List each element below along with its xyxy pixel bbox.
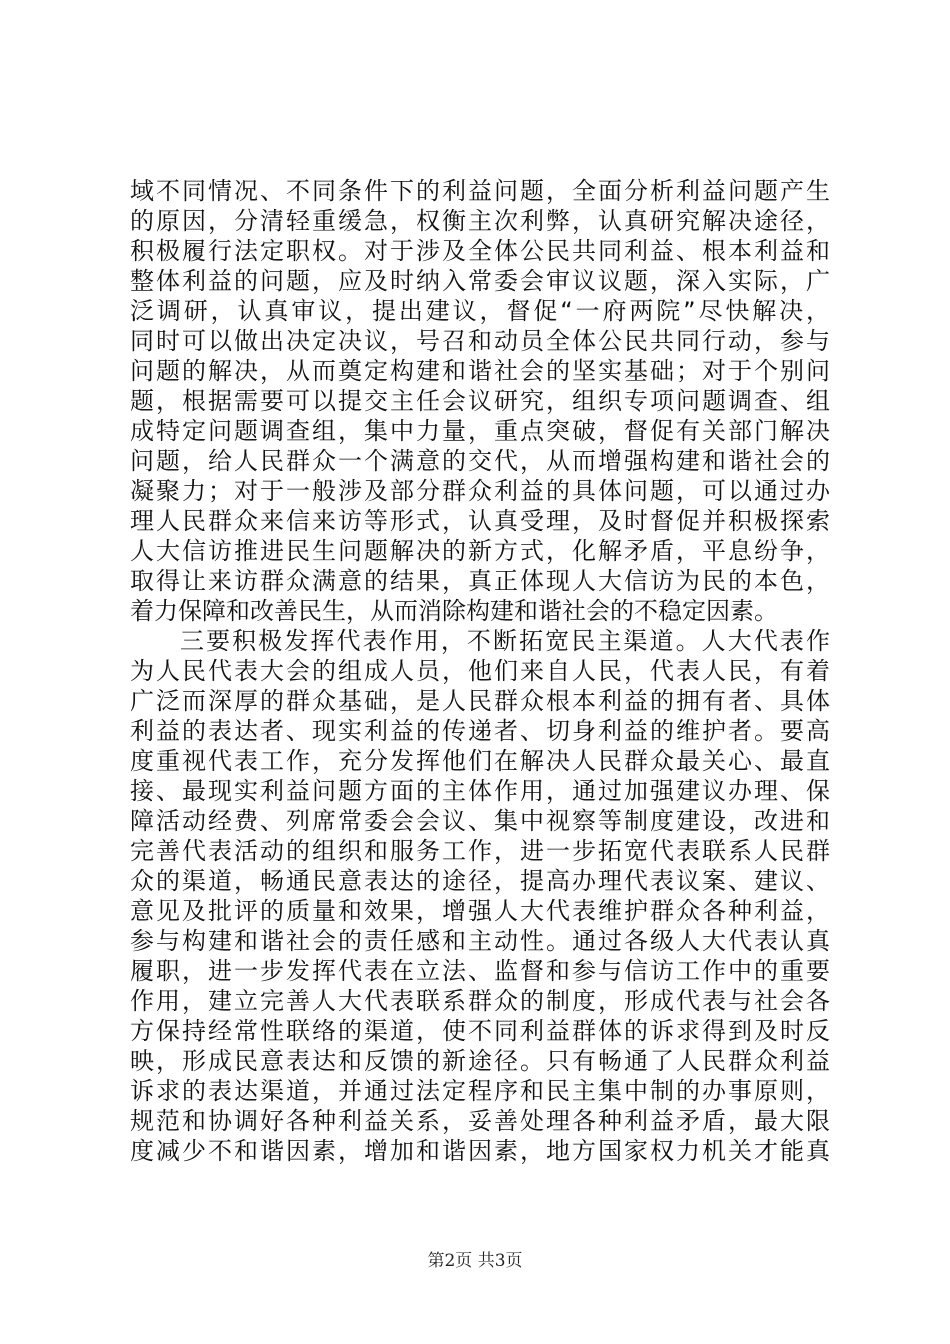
text-line: 的原因，分清轻重缓急，权衡主次利弊，认真研究解决途径， (130, 207, 830, 235)
text-line: 接、最现实利益问题方面的主体作用，通过加强建议办理、保 (130, 777, 830, 805)
text-line: 为人民代表大会的组成人员，他们来自人民，代表人民，有着 (130, 657, 830, 685)
text-line: 取得让来访群众满意的结果，真正体现人大信访为民的本色， (130, 567, 830, 595)
text-line: 同时可以做出决定决议，号召和动员全体公民共同行动，参与 (130, 327, 830, 355)
paragraph-first-line: 三要积极发挥代表作用，不断拓宽民主渠道。人大代表作 (180, 627, 830, 655)
text-line: 方保持经常性联络的渠道，使不同利益群体的诉求得到及时反 (130, 1017, 830, 1045)
text-line: 积极履行法定职权。对于涉及全体公民共同利益、根本利益和 (130, 237, 830, 265)
text-line: 着力保障和改善民生，从而消除构建和谐社会的不稳定因素。 (130, 597, 778, 625)
text-line: 人大信访推进民生问题解决的新方式，化解矛盾，平息纷争， (130, 537, 830, 565)
text-line: 泛调研，认真审议，提出建议，督促“一府两院”尽快解决， (130, 297, 830, 325)
text-line: 域不同情况、不同条件下的利益问题，全面分析利益问题产生 (130, 177, 830, 205)
body-text (130, 176, 830, 1166)
text-line: 度重视代表工作，充分发挥他们在解决人民群众最关心、最直 (130, 747, 830, 775)
text-line: 障活动经费、列席常委会会议、集中视察等制度建设，改进和 (130, 807, 830, 835)
text-line: 参与构建和谐社会的责任感和主动性。通过各级人大代表认真 (130, 927, 830, 955)
text-line: 题，根据需要可以提交主任会议研究，组织专项问题调查、组 (130, 387, 830, 415)
text-line: 众的渠道，畅通民意表达的途径，提高办理代表议案、建议、 (130, 867, 830, 895)
text-line: 作用，建立完善人大代表联系群众的制度，形成代表与社会各 (130, 987, 830, 1015)
text-line: 成特定问题调查组，集中力量，重点突破，督促有关部门解决 (130, 417, 830, 445)
text-line: 凝聚力；对于一般涉及部分群众利益的具体问题，可以通过办 (130, 477, 830, 505)
text-line: 完善代表活动的组织和服务工作，进一步拓宽代表联系人民群 (130, 837, 830, 865)
text-line: 广泛而深厚的群众基础，是人民群众根本利益的拥有者、具体 (130, 687, 830, 715)
text-line: 理人民群众来信来访等形式，认真受理，及时督促并积极探索 (130, 507, 830, 535)
text-line: 意见及批评的质量和效果，增强人大代表维护群众各种利益， (130, 897, 830, 925)
text-line: 问题，给人民群众一个满意的交代，从而增强构建和谐社会的 (130, 447, 830, 475)
text-line: 利益的表达者、现实利益的传递者、切身利益的维护者。要高 (130, 717, 830, 745)
text-line: 诉求的表达渠道，并通过法定程序和民主集中制的办事原则， (130, 1077, 830, 1105)
text-line: 整体利益的问题，应及时纳入常委会审议议题，深入实际，广 (130, 267, 830, 295)
text-line: 度减少不和谐因素，增加和谐因素，地方国家权力机关才能真 (130, 1137, 830, 1165)
text-line: 履职，进一步发挥代表在立法、监督和参与信访工作中的重要 (130, 957, 830, 985)
text-line: 映，形成民意表达和反馈的新途径。只有畅通了人民群众利益 (130, 1047, 830, 1075)
text-line: 规范和协调好各种利益关系，妥善处理各种利益矛盾，最大限 (130, 1107, 830, 1135)
text-line: 问题的解决，从而奠定构建和谐社会的坚实基础；对于个别问 (130, 357, 830, 385)
page-number-footer: 第2页 共3页 (427, 1251, 523, 1271)
